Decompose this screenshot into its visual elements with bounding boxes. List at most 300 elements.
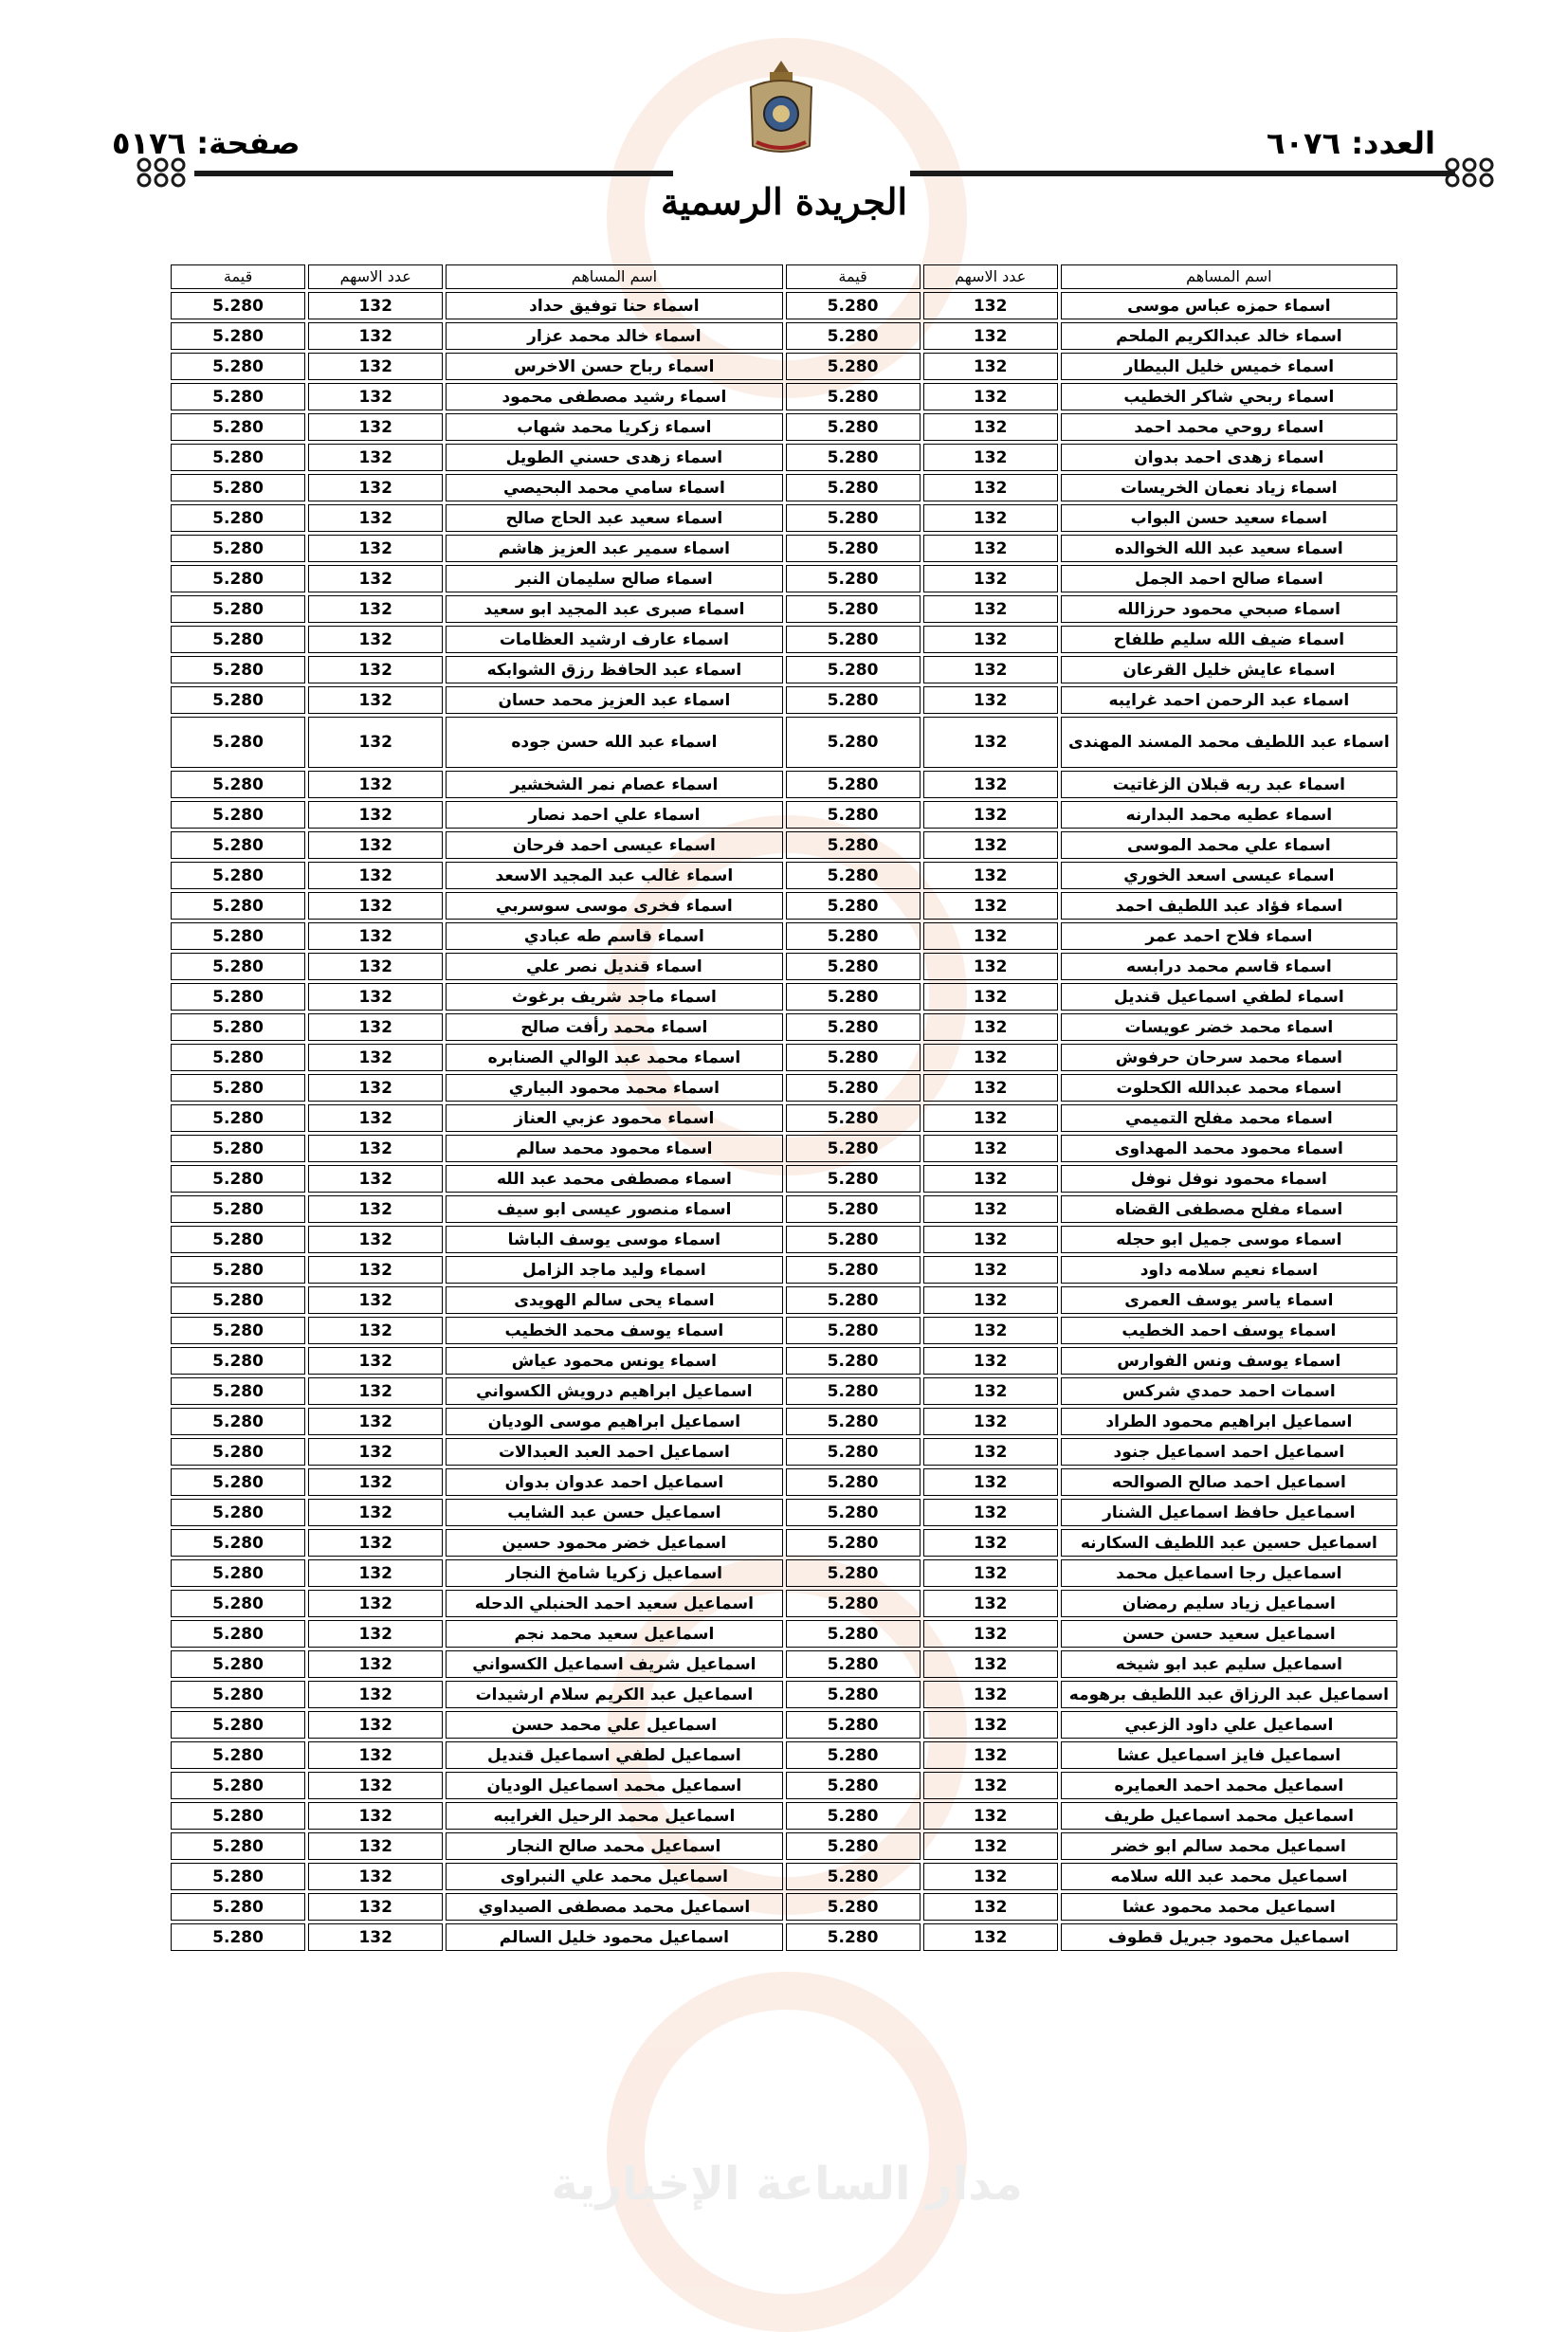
cell-count: 132 — [923, 1104, 1058, 1132]
table-row — [171, 686, 1397, 714]
cell-value: 5.280 — [786, 922, 921, 950]
cell-count: 132 — [308, 1074, 443, 1102]
clock-watermark-icon — [607, 1972, 967, 2332]
cell-count: 132 — [923, 1590, 1058, 1617]
cell-name: اسماعيل رجا اسماعيل محمد — [1061, 1559, 1397, 1587]
cell-value: 5.280 — [171, 1317, 305, 1344]
cell-name: اسماء عايش خليل القرعان — [1061, 656, 1397, 683]
cell-count: 132 — [923, 1165, 1058, 1193]
table-row — [171, 1681, 1397, 1708]
cell-name: اسماء صبرى عبد المجيد ابو سعيد — [446, 595, 782, 623]
cell-name: اسماعيل حسين عبد اللطيف السكارنه — [1061, 1529, 1397, 1557]
cell-count: 132 — [308, 1711, 443, 1739]
cell-value: 5.280 — [786, 1923, 921, 1951]
cell-count: 132 — [923, 1893, 1058, 1921]
cell-value: 5.280 — [786, 1741, 921, 1769]
cell-name: اسماعيل محمد علي النبراوى — [446, 1863, 782, 1890]
cell-value: 5.280 — [786, 1408, 921, 1435]
cell-count: 132 — [308, 353, 443, 380]
cell-count: 132 — [923, 474, 1058, 501]
cell-name: اسماعيل سليم عبد ابو شيخه — [1061, 1650, 1397, 1678]
table-row — [171, 474, 1397, 501]
cell-value: 5.280 — [171, 1923, 305, 1951]
cell-count: 132 — [923, 1741, 1058, 1769]
cell-name: اسماء محمد عبدالله الكحلوت — [1061, 1074, 1397, 1102]
cell-value: 5.280 — [171, 504, 305, 532]
table-row — [171, 1347, 1397, 1375]
cell-count: 132 — [308, 717, 443, 768]
cell-value: 5.280 — [171, 892, 305, 920]
cell-name: اسماء سعيد عبد الحاج صالح — [446, 504, 782, 532]
cell-count: 132 — [923, 1620, 1058, 1648]
header-value: قيمة — [171, 264, 305, 289]
cell-value: 5.280 — [786, 1104, 921, 1132]
cell-count: 132 — [923, 1499, 1058, 1526]
cell-name: اسماء محمد عبد الوالي الصنابره — [446, 1044, 782, 1071]
cell-name: اسماء ربحي شاكر الخطيب — [1061, 383, 1397, 410]
table-row — [171, 1650, 1397, 1678]
cell-name: اسماء عيسى اسعد الخوري — [1061, 862, 1397, 889]
cell-name: اسماء خالد محمد عزار — [446, 322, 782, 350]
cell-count: 132 — [923, 892, 1058, 920]
cell-value: 5.280 — [171, 717, 305, 768]
cell-name: اسماء روحي محمد احمد — [1061, 413, 1397, 441]
table-row — [171, 771, 1397, 798]
table-row — [171, 1135, 1397, 1162]
table-row — [171, 413, 1397, 441]
cell-name: اسماعيل حافظ اسماعيل الشنار — [1061, 1499, 1397, 1526]
cell-value: 5.280 — [786, 1681, 921, 1708]
cell-count: 132 — [923, 413, 1058, 441]
cell-count: 132 — [923, 686, 1058, 714]
cell-name: اسماعيل احمد اسماعيل جنود — [1061, 1438, 1397, 1466]
cell-name: اسماء فؤاد عبد اللطيف احمد — [1061, 892, 1397, 920]
cell-name: اسماء سعيد حسن البواب — [1061, 504, 1397, 532]
table-row — [171, 595, 1397, 623]
cell-name: اسماعيل محمد عبد الله سلامه — [1061, 1863, 1397, 1890]
cell-name: اسماعيل ابراهيم موسى الوديان — [446, 1408, 782, 1435]
cell-value: 5.280 — [786, 353, 921, 380]
cell-name: اسماء قاسم محمد درابسه — [1061, 953, 1397, 980]
cell-count: 132 — [308, 444, 443, 471]
header-rule-right — [910, 171, 1455, 176]
cell-value: 5.280 — [171, 1104, 305, 1132]
cell-count: 132 — [923, 862, 1058, 889]
cell-name: اسماعيل فايز اسماعيل عشا — [1061, 1741, 1397, 1769]
watermark-footer — [493, 1972, 1081, 2211]
cell-value: 5.280 — [171, 1195, 305, 1223]
cell-value: 5.280 — [171, 1074, 305, 1102]
table-row — [171, 1923, 1397, 1951]
cell-value: 5.280 — [171, 413, 305, 441]
cell-count: 132 — [923, 626, 1058, 653]
cell-count: 132 — [308, 1832, 443, 1860]
cell-name: اسماء عيسى احمد فرحان — [446, 831, 782, 859]
cell-name: اسماعيل سعيد احمد الحنبلي الدحله — [446, 1590, 782, 1617]
table-row — [171, 535, 1397, 562]
cell-value: 5.280 — [786, 535, 921, 562]
cell-count: 132 — [308, 1772, 443, 1799]
cell-value: 5.280 — [171, 1256, 305, 1284]
cell-count: 132 — [308, 1650, 443, 1678]
cell-name: اسماء قاسم طه عبادي — [446, 922, 782, 950]
cell-value: 5.280 — [786, 413, 921, 441]
cell-value: 5.280 — [786, 892, 921, 920]
cell-name: اسماء يونس محمود عياش — [446, 1347, 782, 1375]
cell-name: اسماء زهدى حسني الطويل — [446, 444, 782, 471]
cell-name: اسماء فلاح احمد عمر — [1061, 922, 1397, 950]
table-row — [171, 1408, 1397, 1435]
cell-count: 132 — [308, 1286, 443, 1314]
cell-name: اسماء صبحي محمود حرزالله — [1061, 595, 1397, 623]
cell-value: 5.280 — [171, 1863, 305, 1890]
cell-count: 132 — [923, 771, 1058, 798]
cell-count: 132 — [308, 1165, 443, 1193]
cell-value: 5.280 — [171, 1832, 305, 1860]
table-row — [171, 1620, 1397, 1648]
cell-count: 132 — [923, 1650, 1058, 1678]
cell-count: 132 — [308, 504, 443, 532]
cell-name: اسماعيل لطفي اسماعيل قنديل — [446, 1741, 782, 1769]
cell-count: 132 — [308, 1195, 443, 1223]
cell-count: 132 — [308, 1863, 443, 1890]
cell-count: 132 — [923, 1044, 1058, 1071]
table-row — [171, 892, 1397, 920]
cell-value: 5.280 — [786, 1074, 921, 1102]
cell-value: 5.280 — [786, 983, 921, 1011]
table-row — [171, 1256, 1397, 1284]
cell-name: اسماعيل محمد صالح النجار — [446, 1832, 782, 1860]
cell-value: 5.280 — [171, 1044, 305, 1071]
cell-count: 132 — [308, 1741, 443, 1769]
cell-name: اسماء محمود نوفل نوفل — [1061, 1165, 1397, 1193]
cell-value: 5.280 — [171, 1013, 305, 1041]
table-row — [171, 862, 1397, 889]
cell-count: 132 — [923, 1438, 1058, 1466]
cell-value: 5.280 — [171, 1226, 305, 1253]
cell-count: 132 — [308, 474, 443, 501]
cell-count: 132 — [308, 1044, 443, 1071]
cell-count: 132 — [308, 1590, 443, 1617]
cell-name: اسماء سمير عبد العزيز هاشم — [446, 535, 782, 562]
cell-name: اسماعيل ابراهيم محمود الطراد — [1061, 1408, 1397, 1435]
cell-name: اسماعيل محمود جبريل قطوف — [1061, 1923, 1397, 1951]
cell-value: 5.280 — [786, 1135, 921, 1162]
cell-count: 132 — [308, 1559, 443, 1587]
cell-value: 5.280 — [171, 771, 305, 798]
cell-name: اسماء عبد العزيز محمد حسان — [446, 686, 782, 714]
cell-name: اسماعيل محمد سالم ابو خضر — [1061, 1832, 1397, 1860]
cell-value: 5.280 — [171, 1650, 305, 1678]
cell-name: اسماء صالح احمد الجمل — [1061, 565, 1397, 592]
cell-name: اسماء عارف ارشيد العظامات — [446, 626, 782, 653]
cell-name: اسماعيل محمد احمد العمايره — [1061, 1772, 1397, 1799]
cell-value: 5.280 — [171, 862, 305, 889]
table-row — [171, 1711, 1397, 1739]
cell-count: 132 — [308, 383, 443, 410]
table-row — [171, 1195, 1397, 1223]
cell-name: اسماعيل محمد محمود عشا — [1061, 1893, 1397, 1921]
cell-count: 132 — [923, 922, 1058, 950]
header-count: عدد الاسهم — [923, 264, 1058, 289]
cell-count: 132 — [308, 626, 443, 653]
cell-count: 132 — [923, 353, 1058, 380]
cell-count: 132 — [923, 504, 1058, 532]
cell-value: 5.280 — [786, 1863, 921, 1890]
cell-name: اسماعيل سعيد محمد نجم — [446, 1620, 782, 1648]
cell-count: 132 — [308, 1893, 443, 1921]
cell-name: اسماعيل حسن عبد الشايب — [446, 1499, 782, 1526]
cell-name: اسماء زياد نعمان الخريسات — [1061, 474, 1397, 501]
cell-value: 5.280 — [786, 565, 921, 592]
cell-count: 132 — [308, 801, 443, 829]
cell-name: اسماء عطيه محمد البدارنه — [1061, 801, 1397, 829]
table-header-row — [171, 264, 1397, 289]
cell-value: 5.280 — [171, 444, 305, 471]
cell-count: 132 — [308, 1681, 443, 1708]
cell-value: 5.280 — [786, 1013, 921, 1041]
cell-count: 132 — [923, 1377, 1058, 1405]
cell-value: 5.280 — [786, 292, 921, 319]
cell-name: اسماء محمد مفلح التميمي — [1061, 1104, 1397, 1132]
cell-value: 5.280 — [171, 953, 305, 980]
cell-count: 132 — [923, 1923, 1058, 1951]
table-row — [171, 1529, 1397, 1557]
cell-name: اسماء ماجد شريف برغوث — [446, 983, 782, 1011]
cell-count: 132 — [923, 535, 1058, 562]
cell-value: 5.280 — [171, 1286, 305, 1314]
cell-name: اسماء رباح حسن الاخرس — [446, 353, 782, 380]
table-row — [171, 983, 1397, 1011]
cell-value: 5.280 — [171, 1165, 305, 1193]
cell-value: 5.280 — [171, 1377, 305, 1405]
page-number: صفحة: ٥١٧٦ — [112, 125, 301, 161]
cell-value: 5.280 — [171, 1681, 305, 1708]
cell-value: 5.280 — [786, 1044, 921, 1071]
table-row — [171, 831, 1397, 859]
cell-name: اسماء موسى يوسف الباشا — [446, 1226, 782, 1253]
cell-value: 5.280 — [171, 801, 305, 829]
header-value: قيمة — [786, 264, 921, 289]
cell-value: 5.280 — [786, 771, 921, 798]
table-row — [171, 504, 1397, 532]
cell-name: اسماعيل احمد العبد العبدالات — [446, 1438, 782, 1466]
cell-count: 132 — [923, 1681, 1058, 1708]
cell-count: 132 — [308, 953, 443, 980]
cell-name: اسماعيل محمد مصطفى الصيداوي — [446, 1893, 782, 1921]
cell-count: 132 — [923, 1074, 1058, 1102]
table-row — [171, 656, 1397, 683]
cell-count: 132 — [308, 1226, 443, 1253]
cell-value: 5.280 — [171, 1590, 305, 1617]
cell-value: 5.280 — [171, 1408, 305, 1435]
cell-count: 132 — [308, 1135, 443, 1162]
cell-name: اسماء محمد سرحان حرفوش — [1061, 1044, 1397, 1071]
cell-value: 5.280 — [786, 1499, 921, 1526]
header-name: اسم المساهم — [1061, 264, 1397, 289]
issue-number: العدد: ٦٠٧٦ — [1266, 125, 1435, 161]
cell-value: 5.280 — [786, 686, 921, 714]
cell-name: اسماعيل عبد الكريم سلام ارشيدات — [446, 1681, 782, 1708]
cell-count: 132 — [923, 292, 1058, 319]
cell-count: 132 — [923, 1863, 1058, 1890]
cell-name: اسماعيل زياد سليم رمضان — [1061, 1590, 1397, 1617]
cell-count: 132 — [923, 1832, 1058, 1860]
cell-name: اسماء محمود محمد سالم — [446, 1135, 782, 1162]
cell-value: 5.280 — [786, 717, 921, 768]
cell-count: 132 — [923, 953, 1058, 980]
cell-value: 5.280 — [786, 1286, 921, 1314]
cell-name: اسماء عبد اللطيف محمد المسند المهندى — [1061, 717, 1397, 768]
table-row — [171, 322, 1397, 350]
cell-count: 132 — [308, 1499, 443, 1526]
table-row — [171, 1074, 1397, 1102]
cell-value: 5.280 — [171, 1741, 305, 1769]
cell-count: 132 — [923, 1772, 1058, 1799]
cell-value: 5.280 — [171, 1499, 305, 1526]
cell-count: 132 — [308, 535, 443, 562]
cell-name: اسماء ضيف الله سليم طلفاح — [1061, 626, 1397, 653]
cell-value: 5.280 — [171, 1772, 305, 1799]
cell-name: اسماء يوسف ونس الفوارس — [1061, 1347, 1397, 1375]
table-row — [171, 383, 1397, 410]
cell-count: 132 — [923, 322, 1058, 350]
cell-value: 5.280 — [171, 565, 305, 592]
cell-value: 5.280 — [171, 1135, 305, 1162]
cell-value: 5.280 — [786, 862, 921, 889]
cell-count: 132 — [923, 1802, 1058, 1830]
cell-count: 132 — [308, 1802, 443, 1830]
cell-value: 5.280 — [171, 1529, 305, 1557]
cell-name: اسماء سامي محمد البحيصي — [446, 474, 782, 501]
cell-name: اسماعيل محمد اسماعيل الوديان — [446, 1772, 782, 1799]
table-row — [171, 1590, 1397, 1617]
cell-value: 5.280 — [171, 474, 305, 501]
watermark-text: مدار الساعة الإخبارية — [551, 2158, 1023, 2211]
cell-count: 132 — [923, 831, 1058, 859]
cell-count: 132 — [308, 922, 443, 950]
cell-value: 5.280 — [171, 383, 305, 410]
table-row — [171, 565, 1397, 592]
cell-count: 132 — [923, 383, 1058, 410]
cell-value: 5.280 — [786, 801, 921, 829]
cell-count: 132 — [308, 831, 443, 859]
cell-name: اسماء عبد الرحمن احمد غرايبه — [1061, 686, 1397, 714]
cell-name: اسماء عبد الله حسن جوده — [446, 717, 782, 768]
table-row — [171, 801, 1397, 829]
cell-value: 5.280 — [786, 1226, 921, 1253]
table-row — [171, 292, 1397, 319]
cell-count: 132 — [308, 892, 443, 920]
cell-value: 5.280 — [171, 656, 305, 683]
table-row — [171, 1286, 1397, 1314]
cell-value: 5.280 — [786, 383, 921, 410]
cell-count: 132 — [308, 565, 443, 592]
cell-count: 132 — [923, 1226, 1058, 1253]
cell-name: اسماعيل زكريا شامخ النجار — [446, 1559, 782, 1587]
cell-count: 132 — [923, 1135, 1058, 1162]
cell-value: 5.280 — [786, 1802, 921, 1830]
cell-count: 132 — [308, 322, 443, 350]
cell-name: اسماعيل عبد الرزاق عبد اللطيف برهومه — [1061, 1681, 1397, 1708]
table-row — [171, 953, 1397, 980]
cell-count: 132 — [308, 1438, 443, 1466]
cell-name: اسماء حنا توفيق حداد — [446, 292, 782, 319]
cell-value: 5.280 — [786, 1590, 921, 1617]
cell-count: 132 — [308, 656, 443, 683]
cell-value: 5.280 — [786, 1317, 921, 1344]
cell-name: اسماعيل سعيد حسن حسن — [1061, 1620, 1397, 1648]
cell-name: اسماء محمد رأفت صالح — [446, 1013, 782, 1041]
cell-value: 5.280 — [786, 953, 921, 980]
cell-name: اسماء علي محمد الموسى — [1061, 831, 1397, 859]
cell-value: 5.280 — [786, 322, 921, 350]
cell-name: اسماء وليد ماجد الزامل — [446, 1256, 782, 1284]
cell-count: 132 — [923, 717, 1058, 768]
cell-count: 132 — [308, 686, 443, 714]
cell-value: 5.280 — [786, 626, 921, 653]
cell-count: 132 — [308, 1104, 443, 1132]
cell-name: اسماء يوسف محمد الخطيب — [446, 1317, 782, 1344]
cell-name: اسماء محمد محمود البياري — [446, 1074, 782, 1102]
cell-value: 5.280 — [171, 353, 305, 380]
cell-value: 5.280 — [786, 444, 921, 471]
header-rule-left — [194, 171, 673, 176]
table-row — [171, 1802, 1397, 1830]
table-row — [171, 1863, 1397, 1890]
cell-name: اسماء موسى جميل ابو حجله — [1061, 1226, 1397, 1253]
table-row — [171, 1165, 1397, 1193]
cell-value: 5.280 — [786, 1468, 921, 1496]
table-row — [171, 1559, 1397, 1587]
cell-value: 5.280 — [171, 1893, 305, 1921]
cell-name: اسماء محمد خضر عويسات — [1061, 1013, 1397, 1041]
cell-name: اسماعيل محمد الرحيل الغرايبه — [446, 1802, 782, 1830]
table-row — [171, 1226, 1397, 1253]
cell-value: 5.280 — [171, 1559, 305, 1587]
cell-value: 5.280 — [786, 474, 921, 501]
cell-name: اسماء رشيد مصطفى محمود — [446, 383, 782, 410]
cell-value: 5.280 — [786, 1772, 921, 1799]
cell-value: 5.280 — [786, 1195, 921, 1223]
cell-count: 132 — [923, 1347, 1058, 1375]
table-row — [171, 717, 1397, 768]
cell-name: اسماء علي احمد نصار — [446, 801, 782, 829]
cell-value: 5.280 — [171, 1620, 305, 1648]
cell-count: 132 — [923, 1256, 1058, 1284]
cell-count: 132 — [923, 656, 1058, 683]
cell-name: اسماء سعيد عبد الله الخوالده — [1061, 535, 1397, 562]
cell-count: 132 — [308, 1377, 443, 1405]
cell-value: 5.280 — [171, 322, 305, 350]
table-row — [171, 1104, 1397, 1132]
cell-value: 5.280 — [786, 1620, 921, 1648]
cell-count: 132 — [923, 1013, 1058, 1041]
table-row — [171, 1832, 1397, 1860]
cell-value: 5.280 — [171, 595, 305, 623]
cell-value: 5.280 — [786, 656, 921, 683]
table-body — [171, 292, 1397, 1951]
gazette-title: الجريدة الرسمية — [660, 180, 908, 223]
cell-name: اسمات احمد حمدي شركس — [1061, 1377, 1397, 1405]
cell-name: اسماء منصور عيسى ابو سيف — [446, 1195, 782, 1223]
cell-count: 132 — [923, 1286, 1058, 1314]
cell-value: 5.280 — [171, 1347, 305, 1375]
cell-name: اسماء عبد ربه قبلان الزغاتيت — [1061, 771, 1397, 798]
cell-name: اسماء ياسر يوسف العمرى — [1061, 1286, 1397, 1314]
cell-count: 132 — [923, 1711, 1058, 1739]
cell-count: 132 — [308, 1256, 443, 1284]
